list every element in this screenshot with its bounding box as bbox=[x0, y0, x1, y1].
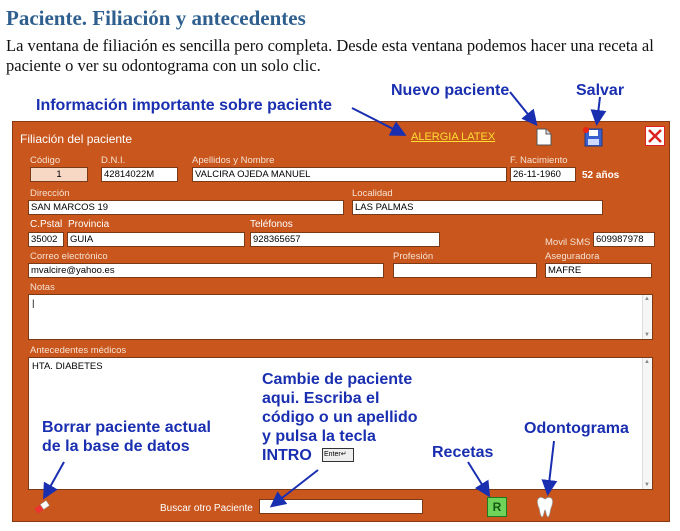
edad-text: 52 años bbox=[582, 170, 620, 181]
label-apellidos: Apellidos y Nombre bbox=[192, 155, 275, 166]
email-field[interactable]: mvalcire@yahoo.es bbox=[28, 263, 384, 278]
antecedentes-scrollbar[interactable]: ▲ ▼ bbox=[642, 358, 652, 489]
label-codigo: Código bbox=[30, 155, 61, 166]
document-title: Paciente. Filiación y antecedentes bbox=[6, 6, 306, 30]
notas-scrollbar[interactable]: ▲ ▼ bbox=[642, 295, 652, 339]
callout-cambie-line1: Cambie de paciente bbox=[262, 371, 413, 388]
movil-field[interactable]: 609987978 bbox=[593, 232, 655, 247]
label-movil: Movil SMS bbox=[545, 237, 591, 248]
callout-cambie-line2: aqui. Escriba el bbox=[262, 390, 380, 407]
arrow-salvar bbox=[597, 97, 600, 122]
window-title: Filiación del paciente bbox=[20, 132, 133, 146]
callout-borrar-line2: de la base de datos bbox=[42, 438, 190, 455]
recetas-icon: R bbox=[492, 500, 502, 514]
arrow-odontograma bbox=[548, 441, 554, 492]
callout-cambie-line5: INTRO bbox=[262, 447, 312, 464]
cpostal-field[interactable]: 35002 bbox=[28, 232, 64, 247]
arrow-recetas bbox=[468, 462, 488, 494]
provincia-field[interactable]: GUIA bbox=[67, 232, 245, 247]
label-telefonos: Teléfonos bbox=[250, 219, 293, 230]
return-arrow-icon: ↵ bbox=[340, 451, 347, 458]
dni-field[interactable]: 42814022M bbox=[101, 167, 178, 182]
document-intro: La ventana de filiación es sencilla pero completa. Desde esta ventana podemos hacer una receta al paciente o ver su odontograma con un solo clic. bbox=[6, 36, 654, 75]
arrow-info bbox=[352, 108, 403, 134]
arrow-borrar bbox=[45, 462, 64, 496]
callout-cambie-line3: código o un apellido bbox=[262, 409, 418, 426]
label-fnac: F. Nacimiento bbox=[510, 155, 568, 166]
label-aseguradora: Aseguradora bbox=[545, 251, 600, 262]
callout-salvar: Salvar bbox=[576, 82, 625, 99]
arrow-buscar bbox=[273, 470, 318, 505]
label-cpostal: C.Pstal bbox=[30, 219, 63, 230]
label-antecedentes: Antecedentes médicos bbox=[30, 345, 127, 356]
arrow-nuevo bbox=[510, 92, 535, 123]
notas-value: | bbox=[32, 298, 35, 309]
antecedentes-value: HTA. DIABETES bbox=[32, 361, 103, 372]
label-provincia: Provincia bbox=[68, 219, 110, 230]
label-profesion: Profesión bbox=[393, 251, 434, 262]
callout-recetas: Recetas bbox=[432, 444, 494, 461]
direccion-field[interactable]: SAN MARCOS 19 bbox=[28, 200, 344, 215]
callout-nuevo: Nuevo paciente bbox=[391, 82, 510, 99]
fnac-field[interactable]: 26-11-1960 bbox=[510, 167, 576, 182]
buscar-label: Buscar otro Paciente bbox=[160, 503, 253, 514]
callout-info: Información importante sobre paciente bbox=[36, 97, 333, 114]
telefonos-field[interactable]: 928365657 bbox=[250, 232, 440, 247]
callout-cambie-line4: y pulsa la tecla bbox=[262, 428, 376, 445]
codigo-field[interactable]: 1 bbox=[30, 167, 88, 182]
alert-link[interactable]: ALERGIA LATEX bbox=[411, 131, 496, 143]
enter-key-label: Enter bbox=[324, 451, 341, 458]
callout-borrar-line1: Borrar paciente actual bbox=[42, 419, 211, 436]
label-dni: D.N.I. bbox=[101, 155, 126, 166]
label-direccion: Dirección bbox=[30, 188, 70, 199]
aseguradora-field[interactable]: MAFRE bbox=[545, 263, 652, 278]
localidad-field[interactable]: LAS PALMAS bbox=[352, 200, 603, 215]
apellidos-field[interactable]: VALCIRA OJEDA MANUEL bbox=[192, 167, 507, 182]
label-notas: Notas bbox=[30, 282, 55, 293]
callout-odontograma: Odontograma bbox=[524, 420, 629, 437]
label-localidad: Localidad bbox=[352, 188, 393, 199]
label-email: Correo electrónico bbox=[30, 251, 108, 262]
